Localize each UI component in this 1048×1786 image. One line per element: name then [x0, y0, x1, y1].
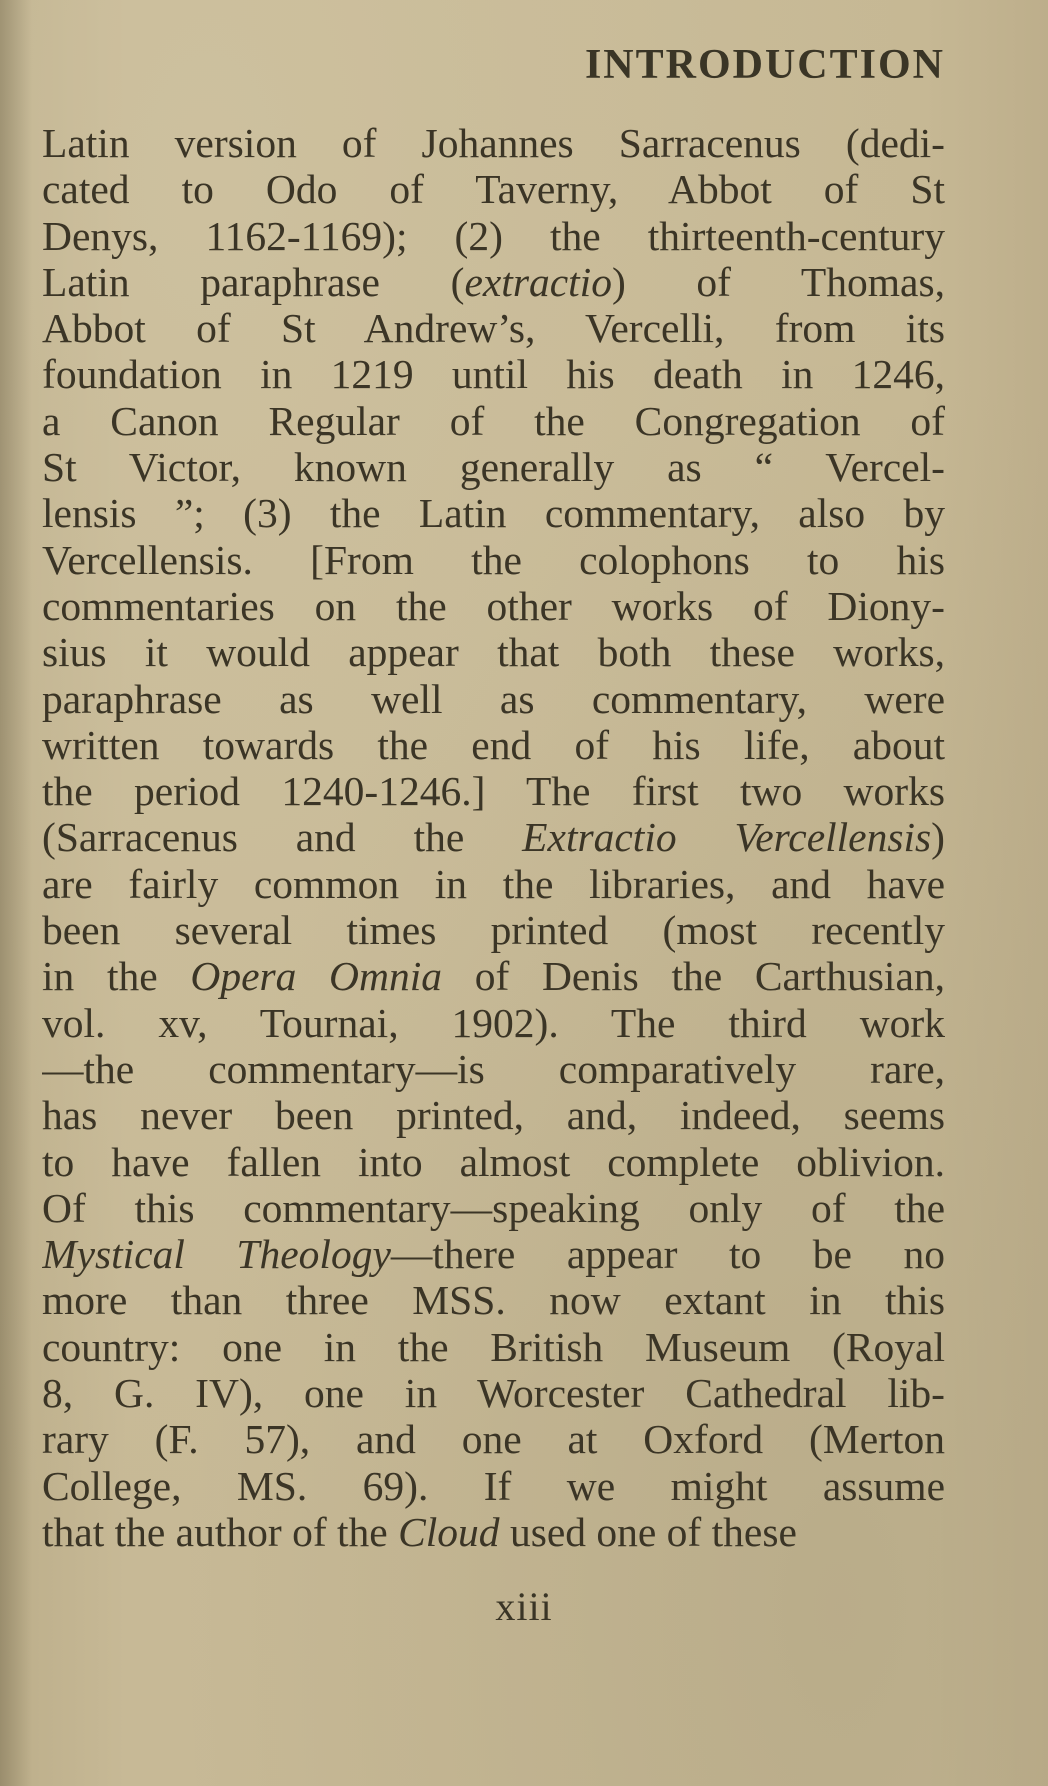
text-line: more than three MSS. now extant in this: [42, 1277, 945, 1324]
text-line: —the commentary—is comparatively rare,: [42, 1045, 945, 1092]
running-head: INTRODUCTION: [584, 42, 945, 88]
text-line: commentaries on the other works of Diony-: [42, 582, 945, 629]
text-line: 8, G. IV), one in Worcester Cathedral lib-: [42, 1370, 945, 1417]
text-line: College, MS. 69). If we might assume: [42, 1462, 945, 1509]
text-line: St Victor, known generally as “ Vercel-: [42, 444, 945, 491]
text-line: Denys, 1162-1169); (2) the thirteenth-century: [42, 212, 945, 259]
text-line: rary (F. 57), and one at Oxford (Merton: [42, 1416, 945, 1463]
text-line: (Sarracenus and the Extractio Vercellensis): [42, 814, 945, 861]
text-line: Latin version of Johannes Sarracenus (dedi-: [42, 120, 945, 166]
text-line: Mystical Theology—there appear to be no: [42, 1231, 945, 1278]
text-line: to have fallen into almost complete oblivion.: [42, 1138, 945, 1185]
text-line: cated to Odo of Taverny, Abbot of St: [42, 166, 945, 213]
text-line: that the author of the Cloud used one of these: [42, 1508, 797, 1555]
text-line: the period 1240-1246.] The first two works: [42, 768, 945, 815]
text-line: Vercellensis. [From the colophons to his: [42, 536, 945, 583]
body-text: [42, 120, 945, 1555]
text-line: a Canon Regular of the Congregation of: [42, 397, 945, 444]
text-line: Of this commentary—speaking only of the: [42, 1184, 945, 1231]
text-line: Latin paraphrase (extractio) of Thomas,: [42, 258, 945, 305]
text-line: paraphrase as well as commentary, were: [42, 675, 945, 722]
text-line: are fairly common in the libraries, and have: [42, 860, 945, 907]
text-line: been several times printed (most recently: [42, 907, 945, 954]
text-line: country: one in the British Museum (Royal: [42, 1323, 945, 1370]
text-line: Abbot of St Andrew’s, Vercelli, from its: [42, 305, 945, 352]
gutter-shadow: [0, 0, 32, 1786]
text-line: foundation in 1219 until his death in 1246,: [42, 351, 945, 398]
text-line: vol. xv, Tournai, 1902). The third work: [42, 999, 945, 1046]
text-line: in the Opera Omnia of Denis the Carthusian,: [42, 953, 945, 1000]
text-line: written towards the end of his life, about: [42, 721, 945, 768]
text-line: lensis ”; (3) the Latin commentary, also by: [42, 490, 945, 537]
text-line: sius it would appear that both these works,: [42, 629, 945, 676]
page-number: xiii: [495, 1584, 553, 1629]
text-line: has never been printed, and, indeed, seems: [42, 1092, 945, 1139]
